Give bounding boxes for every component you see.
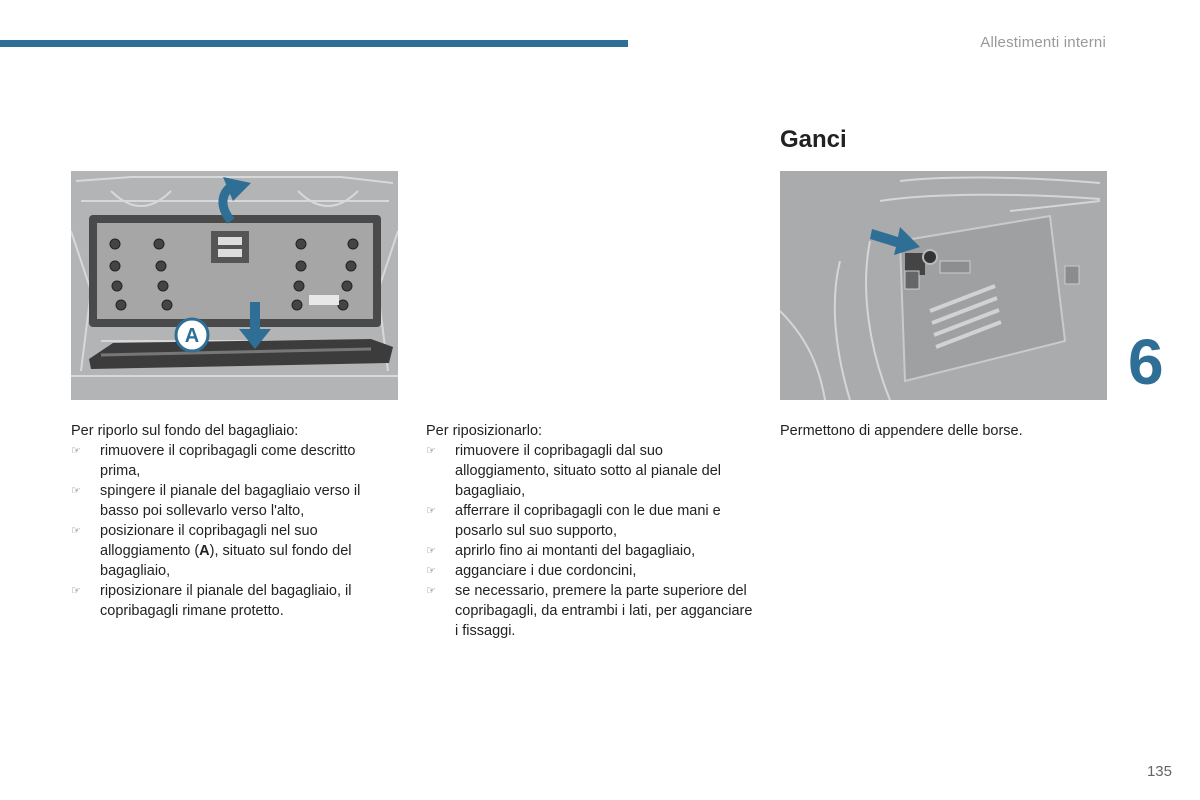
trunk-floor-illustration bbox=[71, 171, 398, 400]
column-hooks bbox=[780, 421, 1110, 441]
list-item: ☞ se necessario, premere la parte superiore del copribagagli, da entrambi i lati, per agganciare i fissaggi. bbox=[426, 583, 753, 639]
hand-pointer-icon: ☞ bbox=[426, 505, 436, 517]
header-accent-bar bbox=[0, 40, 628, 47]
column-1-list bbox=[71, 441, 391, 621]
hand-pointer-icon: ☞ bbox=[71, 525, 81, 537]
list-item: ☞ posizionare il copribagagli nel suo alloggiamento (A), situato sul fondo del bagagliaio, bbox=[71, 523, 352, 579]
hand-pointer-icon: ☞ bbox=[71, 585, 81, 597]
column-reposition-cover bbox=[426, 421, 756, 641]
hand-pointer-icon: ☞ bbox=[426, 445, 436, 457]
hand-pointer-icon: ☞ bbox=[71, 485, 81, 497]
hand-pointer-icon: ☞ bbox=[426, 585, 436, 597]
column-2-intro: Per riposizionarlo: bbox=[426, 423, 543, 439]
list-item: ☞ spingere il pianale del bagagliaio verso il basso poi sollevarlo verso l'alto, bbox=[71, 483, 361, 519]
column-2-list bbox=[426, 441, 756, 641]
hand-pointer-icon: ☞ bbox=[426, 545, 436, 557]
section-title: Allestimenti interni bbox=[980, 34, 1106, 51]
column-3-text: Permettono di appendere delle borse. bbox=[780, 423, 1023, 439]
trunk-hooks-illustration bbox=[780, 171, 1107, 400]
column-store-cover bbox=[71, 421, 391, 621]
hand-pointer-icon: ☞ bbox=[426, 565, 436, 577]
chapter-number: 6 bbox=[1128, 326, 1164, 398]
callout-reference: A bbox=[199, 543, 210, 559]
list-item: ☞ aprirlo fino ai montanti del bagagliaio, bbox=[426, 543, 696, 559]
hand-pointer-icon: ☞ bbox=[71, 445, 81, 457]
page-number: 135 bbox=[1146, 763, 1172, 780]
list-item: ☞ rimuovere il copribagagli come descritto prima, bbox=[71, 443, 356, 479]
list-item: ☞ afferrare il copribagagli con le due mani e posarlo sul suo supporto, bbox=[426, 503, 721, 539]
list-item: ☞ agganciare i due cordoncini, bbox=[426, 563, 637, 579]
list-item: ☞ rimuovere il copribagagli dal suo alloggiamento, situato sotto al pianale del bagagliaio, bbox=[426, 443, 722, 499]
list-item: ☞ riposizionare il pianale del bagagliaio, il copribagagli rimane protetto. bbox=[71, 583, 352, 619]
column-1-intro: Per riporlo sul fondo del bagagliaio: bbox=[71, 423, 299, 439]
callout-a-label: A bbox=[184, 325, 200, 347]
section-heading: Ganci bbox=[780, 126, 847, 153]
